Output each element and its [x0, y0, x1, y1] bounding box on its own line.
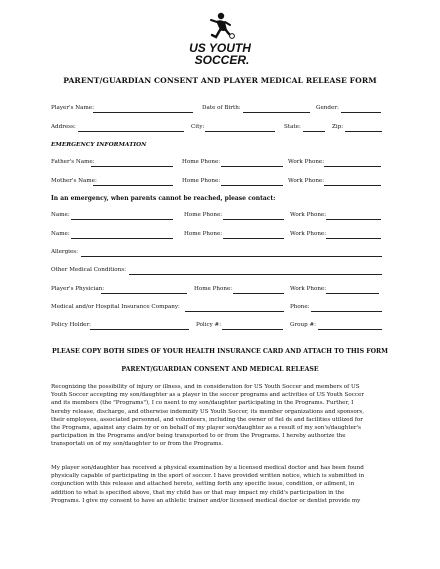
- physician-label: Player's Physician:: [51, 286, 105, 292]
- contact-1-work-phone-field[interactable]: [326, 219, 381, 220]
- address-label: Address:: [51, 124, 76, 130]
- physician-home-phone-field[interactable]: [233, 293, 284, 294]
- fathers-name-row: [51, 157, 390, 168]
- contact-row-2: [51, 229, 390, 240]
- insurance-company-field[interactable]: [185, 311, 284, 312]
- paragraph-line: hereby release, discharge, and otherwise indemnify US Youth Soccer, its member organizations and sponsors,: [51, 408, 365, 415]
- physician-work-phone-field[interactable]: [326, 293, 379, 294]
- other-conditions-label: Other Medical Conditions:: [51, 267, 127, 273]
- players-name-field[interactable]: [93, 112, 193, 113]
- contact-2-name-label: Name:: [51, 231, 70, 237]
- group-number-label: Group #:: [290, 322, 317, 328]
- group-number-field[interactable]: [318, 329, 382, 330]
- city-label: City:: [191, 124, 205, 130]
- form-title: PARENT/GUARDIAN CONSENT AND PLAYER MEDICAL RELEASE FORM: [63, 76, 377, 85]
- paragraph-line: transportati on of my son/daughter to or from the Programs.: [51, 441, 224, 448]
- release-paragraph-2: [51, 464, 391, 505]
- players-name-label: Player's Name:: [51, 105, 94, 111]
- policy-number-label: Policy #:: [196, 322, 222, 328]
- date-of-birth-field[interactable]: [243, 112, 310, 113]
- address-row: [51, 122, 390, 133]
- policy-number-field[interactable]: [222, 329, 283, 330]
- other-conditions-row: [51, 265, 390, 276]
- gender-label: Gender:: [316, 105, 339, 111]
- paragraph-line: Recognizing the possibility of injury or illness, and in consideration for US Youth Soccer and members of US: [51, 384, 360, 390]
- contact-2-name-field[interactable]: [71, 238, 173, 239]
- fathers-name-label: Father's Name:: [51, 159, 95, 165]
- paragraph-line: physically capable of participating in the sport of soccer. I have provided written notice, which is submitted in: [51, 473, 365, 480]
- us-youth-soccer-logo: [183, 10, 257, 70]
- policy-row: [51, 320, 390, 331]
- mothers-name-row: [51, 176, 390, 187]
- emergency-contact-heading: In an emergency, when parents cannot be reached, please contact:: [51, 195, 276, 202]
- paragraph-line: conjunction with this release and attached hereto, setting forth any specific issue, condition, or ailment, in: [51, 481, 355, 488]
- paragraph-line: and its members (the "Programs"), I co nsent to my son/daughter participating in the Programs. Further, I: [51, 400, 354, 407]
- policy-holder-field[interactable]: [90, 329, 189, 330]
- fathers-home-phone-label: Home Phone:: [182, 159, 221, 165]
- gender-field[interactable]: [341, 112, 381, 113]
- zip-field[interactable]: [345, 131, 382, 132]
- contact-2-home-phone-label: Home Phone:: [184, 231, 223, 237]
- release-heading: PARENT/GUARDIAN CONSENT AND MEDICAL RELEASE: [121, 366, 319, 373]
- mothers-home-phone-label: Home Phone:: [182, 178, 221, 184]
- fathers-name-field[interactable]: [91, 166, 173, 167]
- allergies-row: [51, 247, 390, 258]
- soccer-player-logo-icon: [183, 10, 257, 70]
- contact-1-home-phone-field[interactable]: [223, 219, 284, 220]
- emergency-heading: EMERGENCY INFORMATION: [51, 142, 147, 148]
- address-field[interactable]: [78, 131, 184, 132]
- paragraph-line: My player son/daughter has received a physical examination by a licensed medical doctor and has been found: [51, 465, 364, 471]
- physician-work-phone-label: Work Phone:: [290, 286, 327, 292]
- physician-field[interactable]: [101, 293, 187, 294]
- insurance-phone-label: Phone:: [290, 304, 310, 310]
- insurance-company-row: [51, 302, 390, 313]
- fathers-work-phone-field[interactable]: [324, 166, 381, 167]
- paragraph-line: their employees, associated personnel, and volunteers, including the owner of fiel ds and facilities utilized for: [51, 416, 363, 423]
- city-field[interactable]: [205, 131, 275, 132]
- logo-text-line2: SOCCER.: [194, 53, 250, 67]
- state-field[interactable]: [303, 131, 325, 132]
- physician-home-phone-label: Home Phone:: [194, 286, 233, 292]
- mothers-name-label: Mother's Name:: [51, 178, 97, 184]
- zip-label: Zip:: [332, 124, 344, 130]
- paragraph-line: Programs. I give my consent to have an athletic trainer and/or licensed medical doctor or dentist provide my: [51, 497, 361, 504]
- contact-2-work-phone-field[interactable]: [326, 238, 381, 239]
- physician-row: [51, 284, 390, 295]
- paragraph-line: Youth Soccer accepting my son/daughter as a player in the soccer programs and activities of US Youth Soccer: [51, 392, 365, 399]
- other-conditions-field[interactable]: [129, 274, 382, 275]
- state-label: State:: [284, 124, 301, 130]
- fathers-home-phone-field[interactable]: [221, 166, 283, 167]
- paragraph-line: addition to what is specified above, that my child has or that may impact my child's participation in the: [51, 489, 345, 496]
- mothers-home-phone-field[interactable]: [221, 185, 283, 186]
- paragraph-line: the Programs, against any claim by or on behalf of my player son/daughter as a result of my son's/daughter's: [51, 425, 361, 432]
- allergies-field[interactable]: [81, 256, 382, 257]
- mothers-work-phone-field[interactable]: [324, 185, 381, 186]
- contact-2-home-phone-field[interactable]: [223, 238, 284, 239]
- contact-1-work-phone-label: Work Phone:: [290, 212, 327, 218]
- contact-1-name-field[interactable]: [71, 219, 173, 220]
- policy-holder-label: Policy Holder:: [51, 322, 92, 328]
- allergies-label: Allergies:: [51, 249, 79, 255]
- mothers-name-field[interactable]: [93, 185, 173, 186]
- contact-2-work-phone-label: Work Phone:: [290, 231, 327, 237]
- contact-1-home-phone-label: Home Phone:: [184, 212, 223, 218]
- insurance-phone-field[interactable]: [311, 311, 382, 312]
- contact-row-1: [51, 210, 390, 221]
- players-name-row: [51, 103, 390, 114]
- contact-1-name-label: Name:: [51, 212, 70, 218]
- date-of-birth-label: Date of Birth:: [202, 105, 241, 111]
- insurance-company-label: Medical and/or Hospital Insurance Company:: [51, 304, 180, 310]
- mothers-work-phone-label: Work Phone:: [288, 178, 325, 184]
- release-paragraph-1: [51, 383, 391, 449]
- fathers-work-phone-label: Work Phone:: [288, 159, 325, 165]
- paragraph-line: participation in the Programs and/or being transported to or from the Programs. I hereby authorize the: [51, 433, 346, 440]
- insurance-card-notice: PLEASE COPY BOTH SIDES OF YOUR HEALTH INSURANCE CARD AND ATTACH TO THIS FORM: [52, 348, 388, 355]
- logo-text-line1: US YOUTH: [189, 41, 251, 55]
